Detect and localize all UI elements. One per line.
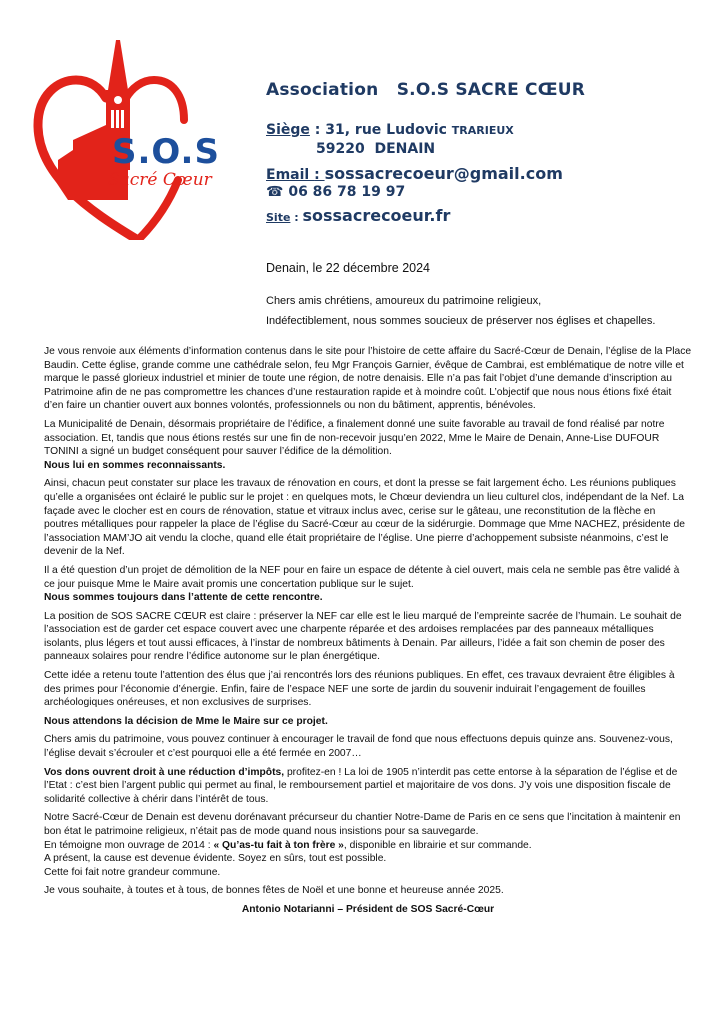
site-sep: :: [290, 211, 303, 224]
siege-city: 59220 DENAIN: [316, 141, 436, 157]
siege-line: [266, 122, 514, 138]
phone-line: [266, 184, 405, 200]
paragraph-renovation: Ainsi, chacun peut constater sur place les travaux de rénovation en cours, et dont la presse se fait largement écho. Les réunions publiques qu’elle a organisées ont éclairé le public sur le projet : en quelques mots, le Chœur deviendra un lieu culturel clos, indépendant de la Nef. La façade avec le clocher est en cours de rénovation, statue et vitraux inclus avec, cerise sur le gâteau, une reconstitution de la flèche en poutres métalliques pour rappeler la place de l’église du Sacré-Cœur au cœur de la sidérurgie. Dommage que Mme NACHEZ, présidente de l’association MAM’JO ait vendu la cloche, quand elle était propriétaire de l’église. Une pierre d’achoppement subsiste néanmoins, c’est le devenir de la Nef.: [44, 478, 685, 558]
tax-reduction-bold: Vos dons ouvrent droit à une réduction d’impôts,: [44, 766, 285, 778]
letter-body: [44, 345, 692, 917]
site-label: Site: [266, 211, 291, 224]
site-line: [266, 206, 450, 225]
association-logo: [28, 40, 218, 240]
paragraph-position: La position de SOS SACRE CŒUR est claire : préserver la NEF car elle est le lieu marqué de l’empreinte sacrée de l’humain. Le souhait de l’association est de garder cet espace couvert avec une charpente réparée et des ardoises remplacées par des panneaux métalliques isolants, plus légers et tout aussi efficaces, à l’instar de nombreux bâtiments à Denain. Par ailleurs, l’idée a fait son chemin de poser des panneaux solaires pour rendre l’édifice autonome sur le plan énergétique.: [44, 610, 682, 663]
paragraph-notre-dame: [44, 811, 692, 879]
logo-sos-text: S.O.S: [112, 132, 220, 172]
decision-statement: Nous attendons la décision de Mme le Maire sur ce projet.: [44, 715, 328, 727]
paragraph-energy: Cette idée a retenu toute l’attention des élus que j’ai rencontrés lors des réunions publiques. En effet, ces travaux devraient être éligibles à des primes pour l’économie d’énergie. Enfin, faire de l’espace NEF une sorte de jardin du souvenir induirait l’engagement de fouilles archéologiques onéreuses, et non exclusives de surprises.: [44, 670, 675, 709]
paragraph-wishes: Je vous souhaite, à toutes et à tous, de bonnes fêtes de Noël et une bonne et heureuse année 2025.: [44, 885, 504, 897]
cause-line: A présent, la cause est devenue évidente. Soyez en sûrs, tout est possible.: [44, 853, 387, 865]
siege-value: : 31, rue Ludovic: [309, 122, 452, 138]
email-line: [266, 164, 563, 183]
gratitude-statement: Nous lui en sommes reconnaissants.: [44, 459, 226, 471]
demolition-text: Il a été question d’un projet de démolition de la NEF pour en faire un espace de détente à ciel ouvert, mais cela ne semble pas être validé à ce jour puisque Mme le Maire avait promis une concertation publique sur le sujet.: [44, 564, 680, 590]
faith-line: Cette foi fait notre grandeur commune.: [44, 866, 221, 878]
book-title: « Qu’as-tu fait à ton frère »: [213, 839, 344, 851]
paragraph-municipality: [44, 418, 692, 472]
donations-text: profitez-en ! La loi de 1905 n’interdit pas cette entorse à la séparation de l’église et de l’Etat : c’est bien l’argent public qui permet au final, le remboursement partiel et majoritaire de vos dons. J’y vois une disposition fiscale de solidarité collective à chérir dans l’intérêt de tous.: [44, 766, 678, 805]
email-link[interactable]: sossacrecoeur@gmail.com: [324, 164, 563, 183]
book-line-post: , disponible en librairie et sur commande.: [343, 839, 532, 851]
waiting-statement: Nous sommes toujours dans l’attente de cette rencontre.: [44, 592, 323, 604]
salutation-line-2: Indéfectiblement, nous sommes soucieux de préserver nos églises et chapelles.: [266, 315, 656, 327]
notre-dame-text: Notre Sacré-Cœur de Denain est devenu dorénavant précurseur du chantier Notre-Dame de Paris en ce sens que l’incitation à maintenir en bon état le patrimoine religieux, n’était pas de mode quand nous insistions pour sa sauvegarde.: [44, 812, 681, 837]
signature: Antonio Notarianni – Président de SOS Sacré-Cœur: [241, 903, 495, 915]
paragraph-demolition: [44, 564, 692, 605]
phone-number[interactable]: 06 86 78 19 97: [288, 184, 406, 200]
municipality-text: La Municipalité de Denain, désormais propriétaire de l’édifice, a finalement donné une suite favorable au travail de fond réalisé par notre association. Et, tandis que nous étions restés sur une fin de non-recevoir jusqu’en 2022, Mme le Maire de Denain, Anne-Lise DUFOUR TONINI a signé un budget conséquent pour sauver l’édifice de la démolition.: [44, 418, 665, 458]
email-sep: :: [314, 167, 325, 183]
book-line-pre: En témoigne mon ouvrage de 2014 :: [44, 839, 214, 851]
site-link[interactable]: sossacrecoeur.fr: [302, 206, 451, 225]
paragraph-history: Je vous renvoie aux éléments d’information contenus dans le site pour l’histoire de cette affaire du Sacré-Cœur de Denain, l’église de la Place Baudin. Cette église, grande comme une cathédrale selon, feu Mgr François Garnier, évêque de Cambrai, est emblématique de notre ville et marque le passé glorieux industriel et minier de toute une région, de notre denaisis. Elle n’a pas fait l’objet d’une demande d’inscription au Patrimoine afin de ne pas compromettre les chances d’une restauration rapide et à moindre coût. L’objectif que nous nous étions fixé était d’en faire un chantier ouvert aux bonnes volontés, professionnels ou non du bâtiment, apprentis, bénévoles.: [44, 346, 692, 412]
paragraph-decision: [44, 715, 692, 729]
siege-label: Siège: [266, 122, 310, 138]
email-label: Email: [266, 167, 315, 183]
salutation-line-1: Chers amis chrétiens, amoureux du patrimoine religieux,: [266, 295, 542, 307]
paragraph-donations: [44, 766, 692, 807]
siege-street: TRARIEUX: [451, 124, 514, 137]
phone-icon: ☎: [266, 184, 284, 200]
paragraph-patrimony: Chers amis du patrimoine, vous pouvez continuer à encourager le travail de fond que nous effectuons depuis quinze ans. Souvenez-vous, l’église devait s’écrouler et c’est pourquoi elle a été fermée en 2007…: [44, 734, 673, 760]
logo-sacre-coeur-script: Sacré Cœur: [108, 170, 212, 190]
letter-date: Denain, le 22 décembre 2024: [266, 261, 431, 275]
association-title: Association S.O.S SACRE CŒUR: [266, 80, 586, 100]
